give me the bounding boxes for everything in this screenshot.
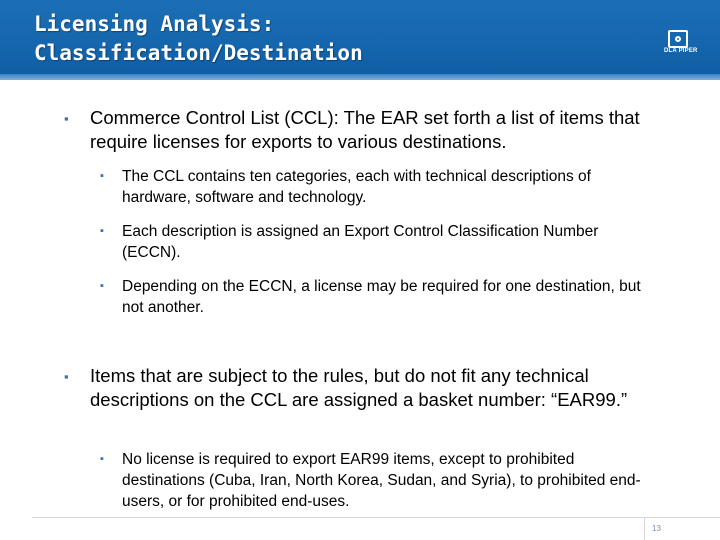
title-banner <box>0 0 720 80</box>
bullet-marker-icon: ▪ <box>100 170 104 182</box>
bullet-marker-icon: ▪ <box>64 111 69 126</box>
logo-text: DLA PIPER <box>664 48 698 54</box>
logo-mark-icon <box>668 30 688 48</box>
bullet-text: Items that are subject to the rules, but do not fit any technical descriptions on the CCL are assigned a basket number: “EAR99.” <box>90 365 628 410</box>
bullet-commerce-control-list <box>64 106 690 154</box>
sub-bullet-ear99-license <box>100 449 652 512</box>
sub-bullet-eccn-assignment <box>100 221 652 263</box>
bullet-marker-icon: ▪ <box>100 280 104 292</box>
title-line-1: Licensing Analysis: <box>34 12 275 36</box>
bullet-marker-icon: ▪ <box>100 225 104 237</box>
slide-title <box>34 10 363 68</box>
sub-bullet-text: Each description is assigned an Export Control Classification Number (ECCN). <box>122 223 599 261</box>
sub-bullet-text: No license is required to export EAR99 items, except to prohibited destinations (Cuba, Iran, North Korea, Sudan, and Syria), to prohibited end-users, or for prohibited end-uses. <box>122 451 641 510</box>
sub-bullet-ccl-categories <box>100 166 642 208</box>
sub-bullet-text: The CCL contains ten categories, each with technical descriptions of hardware, software and technology. <box>122 168 591 206</box>
page-number-separator <box>644 517 645 540</box>
sub-bullet-text: Depending on the ECCN, a license may be required for one destination, but not another. <box>122 278 641 316</box>
title-line-2: Classification/Destination <box>34 41 363 65</box>
page-number: 13 <box>652 524 661 533</box>
bullet-text: Commerce Control List (CCL): The EAR set forth a list of items that require licenses for exports to various destinations. <box>90 107 640 152</box>
bullet-marker-icon: ▪ <box>64 369 69 384</box>
bullet-marker-icon: ▪ <box>100 453 104 465</box>
footer-divider <box>32 517 720 518</box>
sub-bullet-eccn-license <box>100 276 652 318</box>
bullet-ear99-basket <box>64 364 690 412</box>
dla-piper-logo <box>662 22 712 58</box>
